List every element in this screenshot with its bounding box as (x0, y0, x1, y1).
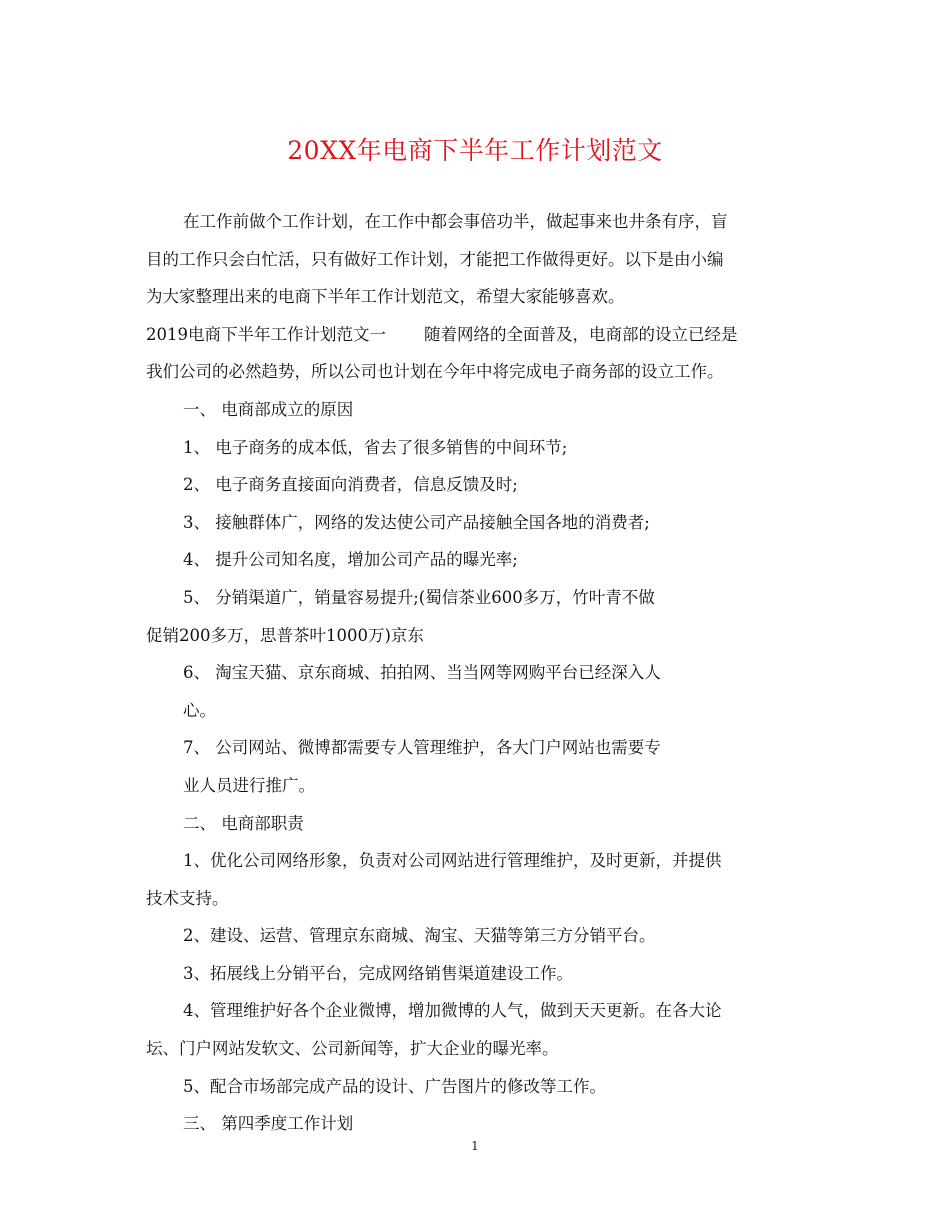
section-heading: 一、 电商部成立的原因 (183, 399, 354, 419)
list-item: 3、拓展线上分销平台，完成网络销售渠道建设工作。 (183, 963, 573, 983)
intro-line: 在工作前做个工作计划，在工作中都会事倍功半，做起事来也井条有序，盲 (183, 212, 728, 231)
list-item: 3、 接触群体广，网络的发达使公司产品接触全国各地的消费者; (183, 512, 650, 532)
intro-line: 目的工作只会白忙活，只有做好工作计划，才能把工作做得更好。以下是由小编 (146, 249, 724, 269)
list-item-continued: 坛、门户网站发软文、公司新闻等，扩大企业的曝光率。 (146, 1039, 559, 1059)
section-heading: 三、 第四季度工作计划 (183, 1114, 354, 1134)
sample-line (146, 316, 806, 354)
list-item: 6、 淘宝天猫、京东商城、拍拍网、当当网等网购平台已经深入人 (183, 663, 661, 683)
list-item: 4、管理维护好各个企业微博，增加微博的人气，做到天天更新。在各大论 (183, 1001, 722, 1021)
list-item: 1、 电子商务的成本低，省去了很多销售的中间环节; (183, 437, 568, 457)
sample-text: 随着网络的全面普及，电商部的设立已经是 (424, 324, 738, 344)
list-item: 2、建设、运营、管理京东商城、淘宝、天猫等第三方分销平台。 (183, 926, 656, 946)
page-number: 1 (471, 1139, 479, 1153)
list-item: 4、 提升公司知名度，增加公司产品的曝光率; (183, 550, 518, 570)
intro-line: 为大家整理出来的电商下半年工作计划范文，希望大家能够喜欢。 (146, 287, 625, 307)
sample-heading: 2019电商下半年工作计划范文一 (146, 324, 386, 344)
list-item-continued: 业人员进行推广。 (183, 775, 315, 795)
list-item: 2、 电子商务直接面向消费者，信息反馈及时; (183, 475, 518, 495)
sample-text-continued: 我们公司的必然趋势，所以公司也计划在今年中将完成电子商务部的设立工作。 (146, 362, 724, 382)
document-body (146, 203, 806, 1143)
section-heading: 二、 电商部职责 (183, 813, 304, 833)
list-item-continued: 技术支持。 (146, 888, 229, 908)
list-item: 1、优化公司网络形象，负责对公司网站进行管理维护，及时更新，并提供 (183, 851, 722, 871)
document-title: 20XX年电商下半年工作计划范文 (287, 136, 663, 165)
list-item: 5、配合市场部完成产品的设计、广告图片的修改等工作。 (183, 1076, 606, 1096)
list-item: 7、 公司网站、微博都需要专人管理维护，各大门户网站也需要专 (183, 738, 661, 758)
list-item: 5、 分销渠道广，销量容易提升;(蜀信茶业600多万，竹叶青不做 (183, 587, 655, 607)
list-item-continued: 心。 (183, 700, 216, 720)
list-item-continued: 促销200多万，思普茶叶1000万)京东 (146, 625, 424, 645)
